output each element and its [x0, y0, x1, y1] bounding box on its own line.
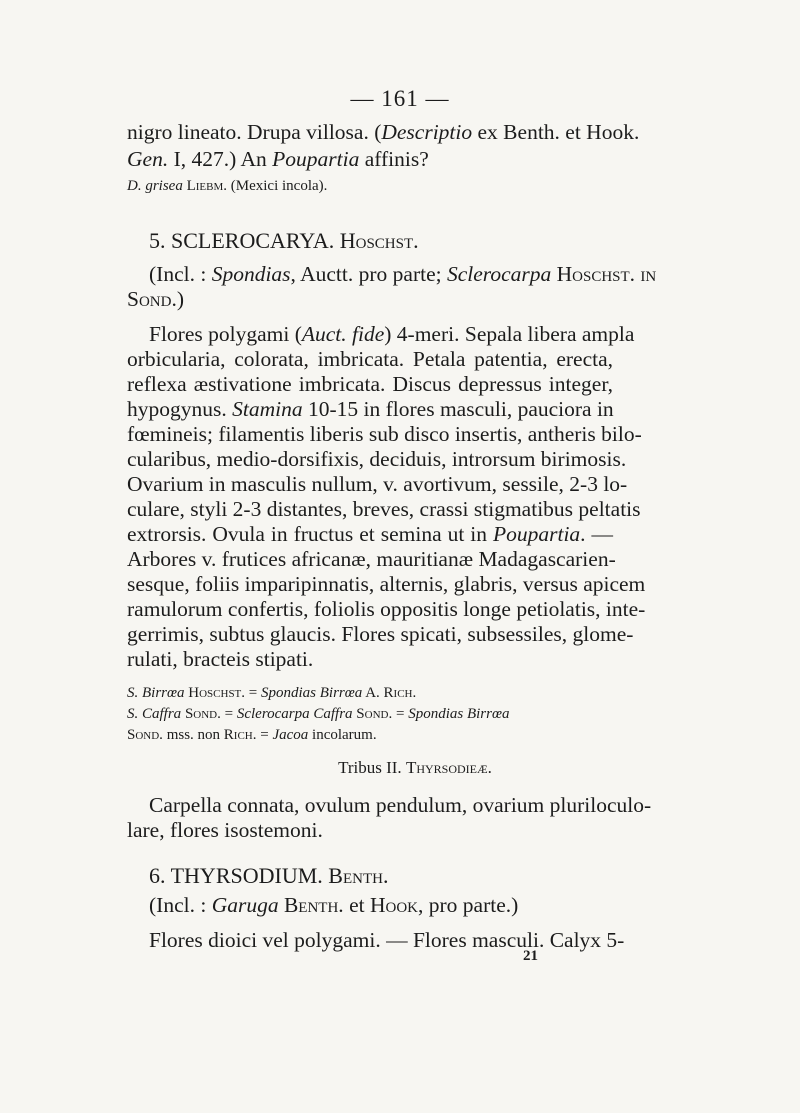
desc-line: ramulorum confertis, foliolis oppositis longe petiolatis, inte- — [127, 597, 646, 621]
desc-line: Arbores v. frutices africanæ, mauritianæ Madagascarien- — [127, 547, 616, 571]
desc-line: rulati, bracteis stipati. — [127, 647, 314, 671]
desc-line: gerrimis, subtus glaucis. Flores spicati, subsessiles, glome- — [127, 622, 634, 646]
genus-inclusion: (Incl. : Spondias, Auctt. pro parte; Sclerocarpa Hoschst. in — [149, 262, 657, 286]
text-line: Gen. I, 427.) An Poupartia affinis? — [127, 147, 429, 171]
desc-line: fœmineis; filamentis liberis sub disco insertis, antheris bilo- — [127, 422, 642, 446]
tribus-desc-line: Carpella connata, ovulum pendulum, ovarium pluriloculo- — [149, 793, 652, 817]
desc-line: orbicularia, colorata, imbricata. Petala patentia, erecta, — [127, 347, 613, 371]
desc-line: Flores polygami (Auct. fide) 4-meri. Sepala libera ampla — [149, 322, 635, 346]
species-entry: Sond. mss. non Rich. = Jacoa incolarum. — [127, 727, 377, 743]
genus-inclusion: Sond.) — [127, 287, 185, 311]
species-entry: S. Birrœa Hoschst. = Spondias Birrœa A. Rich. — [127, 685, 417, 701]
text-line: nigro lineato. Drupa villosa. (Descriptio ex Benth. et Hook. — [127, 120, 640, 144]
desc-line: Flores dioici vel polygami. — Flores masculi. Calyx 5- — [149, 928, 625, 952]
tribus-desc-line: lare, flores isostemoni. — [127, 818, 323, 842]
desc-line: sesque, foliis imparipinnatis, alternis, glabris, versus apicem — [127, 572, 646, 596]
signature-mark: 21 — [523, 948, 538, 964]
genus-heading: 5. SCLEROCARYA. Hoschst. — [149, 228, 419, 253]
desc-line: reflexa æstivatione imbricata. Discus depressus integer, — [127, 372, 613, 396]
desc-line: cularibus, medio-dorsifixis, deciduis, introrsum birimosis. — [127, 447, 627, 471]
page-number: — 161 — — [350, 86, 450, 111]
genus-inclusion: (Incl. : Garuga Benth. et Hook, pro parte.) — [149, 893, 519, 917]
species-entry: S. Caffra Sond. = Sclerocarpa Caffra Sond. = Spondias Birrœa — [127, 706, 510, 722]
desc-line: culare, styli 2-3 distantes, breves, crassi stigmatibus peltatis — [127, 497, 641, 521]
desc-line: hypogynus. Stamina 10-15 in flores masculi, pauciora in — [127, 397, 614, 421]
desc-line: Ovarium in masculis nullum, v. avortivum, sessile, 2-3 lo- — [127, 472, 628, 496]
desc-line: extrorsis. Ovula in fructus et semina ut in Poupartia. — — [127, 522, 614, 546]
genus-heading: 6. THYRSODIUM. Benth. — [149, 863, 389, 888]
tribus-heading: Tribus II. Thyrsodieæ. — [338, 758, 492, 777]
species-entry: D. grisea Liebm. (Mexici incola). — [127, 178, 328, 194]
